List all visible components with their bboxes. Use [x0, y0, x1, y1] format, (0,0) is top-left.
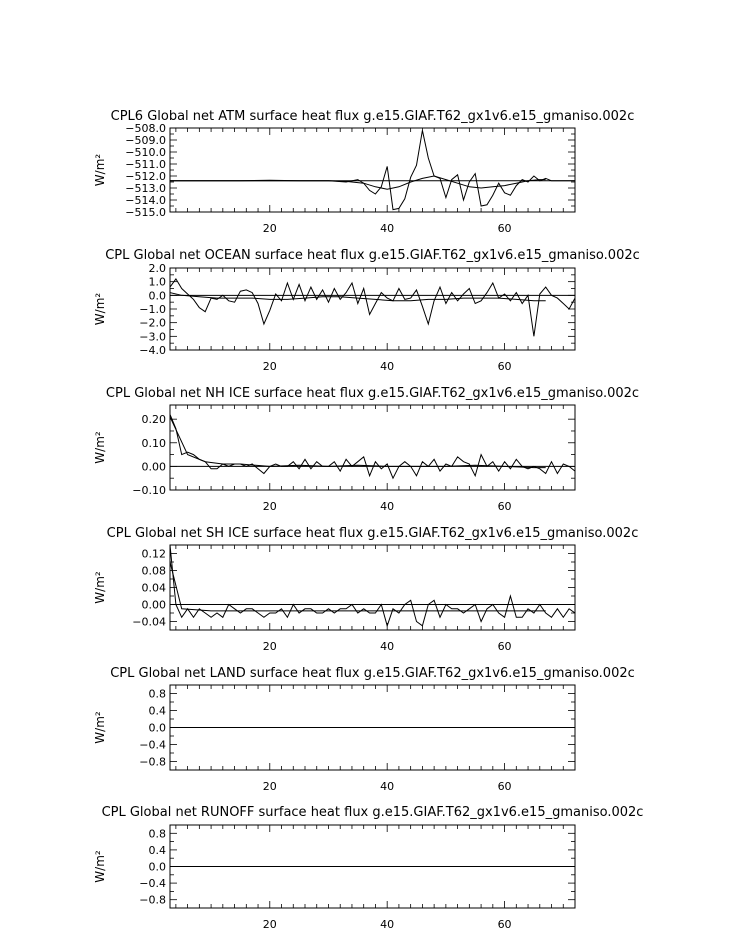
y-tick-label: −0.8	[139, 755, 166, 769]
y-tick-label: 1.0	[148, 275, 166, 289]
x-tick-label: 40	[380, 360, 395, 373]
y-tick-label: −511.0	[125, 158, 166, 171]
x-tick-label: 60	[497, 222, 512, 235]
chart-panel-6	[93, 805, 643, 931]
x-tick-label: 40	[380, 500, 395, 513]
y-tick-label: −514.0	[125, 194, 166, 207]
y-tick-label: 0.8	[148, 827, 166, 841]
x-tick-label: 20	[262, 780, 277, 793]
y-tick-label: 0.0	[148, 860, 166, 874]
x-tick-label: 20	[262, 222, 277, 235]
y-tick-label: 0.10	[141, 436, 166, 450]
y-tick-label: 0.0	[148, 721, 166, 735]
y-tick-label: −0.04	[132, 615, 166, 629]
chart-title: CPL Global net OCEAN surface heat flux g.e15.GIAF.T62_gx1v6.e15_gmaniso.002c	[105, 248, 640, 263]
y-tick-label: −0.4	[139, 877, 166, 891]
y-axis-label: W/m²	[93, 571, 107, 604]
y-axis-label: W/m²	[93, 292, 107, 326]
series-line-2	[170, 176, 546, 189]
chart-title: CPL Global net LAND surface heat flux g.e15.GIAF.T62_gx1v6.e15_gmaniso.002c	[110, 666, 635, 681]
chart-title: CPL6 Global net ATM surface heat flux g.e15.GIAF.T62_gx1v6.e15_gmaniso.002c	[110, 109, 635, 124]
y-tick-label: 0.8	[148, 687, 166, 701]
y-tick-label: −4.0	[139, 344, 166, 357]
chart-title: CPL Global net RUNOFF surface heat flux g.e15.GIAF.T62_gx1v6.e15_gmaniso.002c	[101, 805, 644, 820]
y-tick-label: 0.00	[141, 460, 166, 474]
chart-panel-1	[93, 109, 634, 235]
x-tick-label: 40	[380, 222, 395, 235]
series-line-1	[170, 414, 575, 478]
y-axis-label: W/m²	[93, 153, 107, 187]
x-tick-label: 40	[380, 640, 395, 653]
y-tick-label: 0.12	[141, 547, 166, 561]
y-tick-label: 0.04	[141, 581, 166, 595]
y-tick-label: −510.0	[125, 146, 166, 159]
y-tick-label: 0.4	[148, 843, 166, 857]
chart-panel-2	[93, 248, 640, 373]
plot-frame	[170, 545, 575, 630]
y-tick-label: −509.0	[125, 134, 166, 147]
chart-panel-3	[93, 386, 639, 513]
y-tick-label: −0.4	[139, 738, 166, 752]
chart-panel-4	[93, 526, 638, 653]
chart-title: CPL Global net NH ICE surface heat flux g.e15.GIAF.T62_gx1v6.e15_gmaniso.002c	[105, 386, 640, 401]
x-tick-label: 20	[262, 360, 277, 373]
series-line-2	[170, 293, 546, 301]
chart-panel-5	[93, 666, 635, 793]
y-tick-label: −515.0	[125, 206, 166, 219]
chart-title: CPL Global net SH ICE surface heat flux g.e15.GIAF.T62_gx1v6.e15_gmaniso.002c	[106, 526, 639, 541]
series-line-1	[170, 279, 575, 336]
x-tick-label: 60	[497, 640, 512, 653]
x-tick-label: 20	[262, 500, 277, 513]
y-tick-label: −3.0	[139, 330, 166, 344]
x-tick-label: 60	[497, 500, 512, 513]
y-tick-label: −0.10	[132, 484, 166, 497]
y-tick-label: −1.0	[139, 303, 166, 316]
y-tick-label: 2.0	[148, 262, 166, 275]
y-tick-label: 0.4	[148, 704, 166, 718]
x-tick-label: 40	[380, 918, 395, 931]
series-line-2	[170, 562, 546, 611]
x-tick-label: 20	[262, 640, 277, 653]
series-line-1	[170, 130, 575, 209]
y-axis-label: W/m²	[93, 431, 107, 464]
x-tick-label: 20	[262, 918, 277, 931]
x-tick-label: 60	[497, 780, 512, 793]
series-line-2	[170, 417, 546, 468]
x-tick-label: 60	[497, 360, 512, 373]
y-tick-label: −2.0	[139, 316, 166, 330]
plot-frame	[170, 405, 575, 490]
y-tick-label: −513.0	[125, 182, 166, 195]
y-tick-label: −512.0	[125, 170, 166, 183]
y-tick-label: −508.0	[125, 122, 166, 135]
y-tick-label: −0.8	[139, 893, 166, 907]
y-axis-label: W/m²	[93, 850, 107, 883]
plot-frame	[170, 128, 575, 212]
y-axis-label: W/m²	[93, 711, 107, 744]
y-tick-label: 0.20	[141, 413, 166, 427]
x-tick-label: 40	[380, 780, 395, 793]
y-tick-label: 0.00	[141, 598, 166, 612]
series-line-1	[170, 545, 575, 626]
y-tick-label: 0.08	[141, 564, 166, 578]
x-tick-label: 60	[497, 918, 512, 931]
y-tick-label: 0.0	[148, 289, 166, 303]
